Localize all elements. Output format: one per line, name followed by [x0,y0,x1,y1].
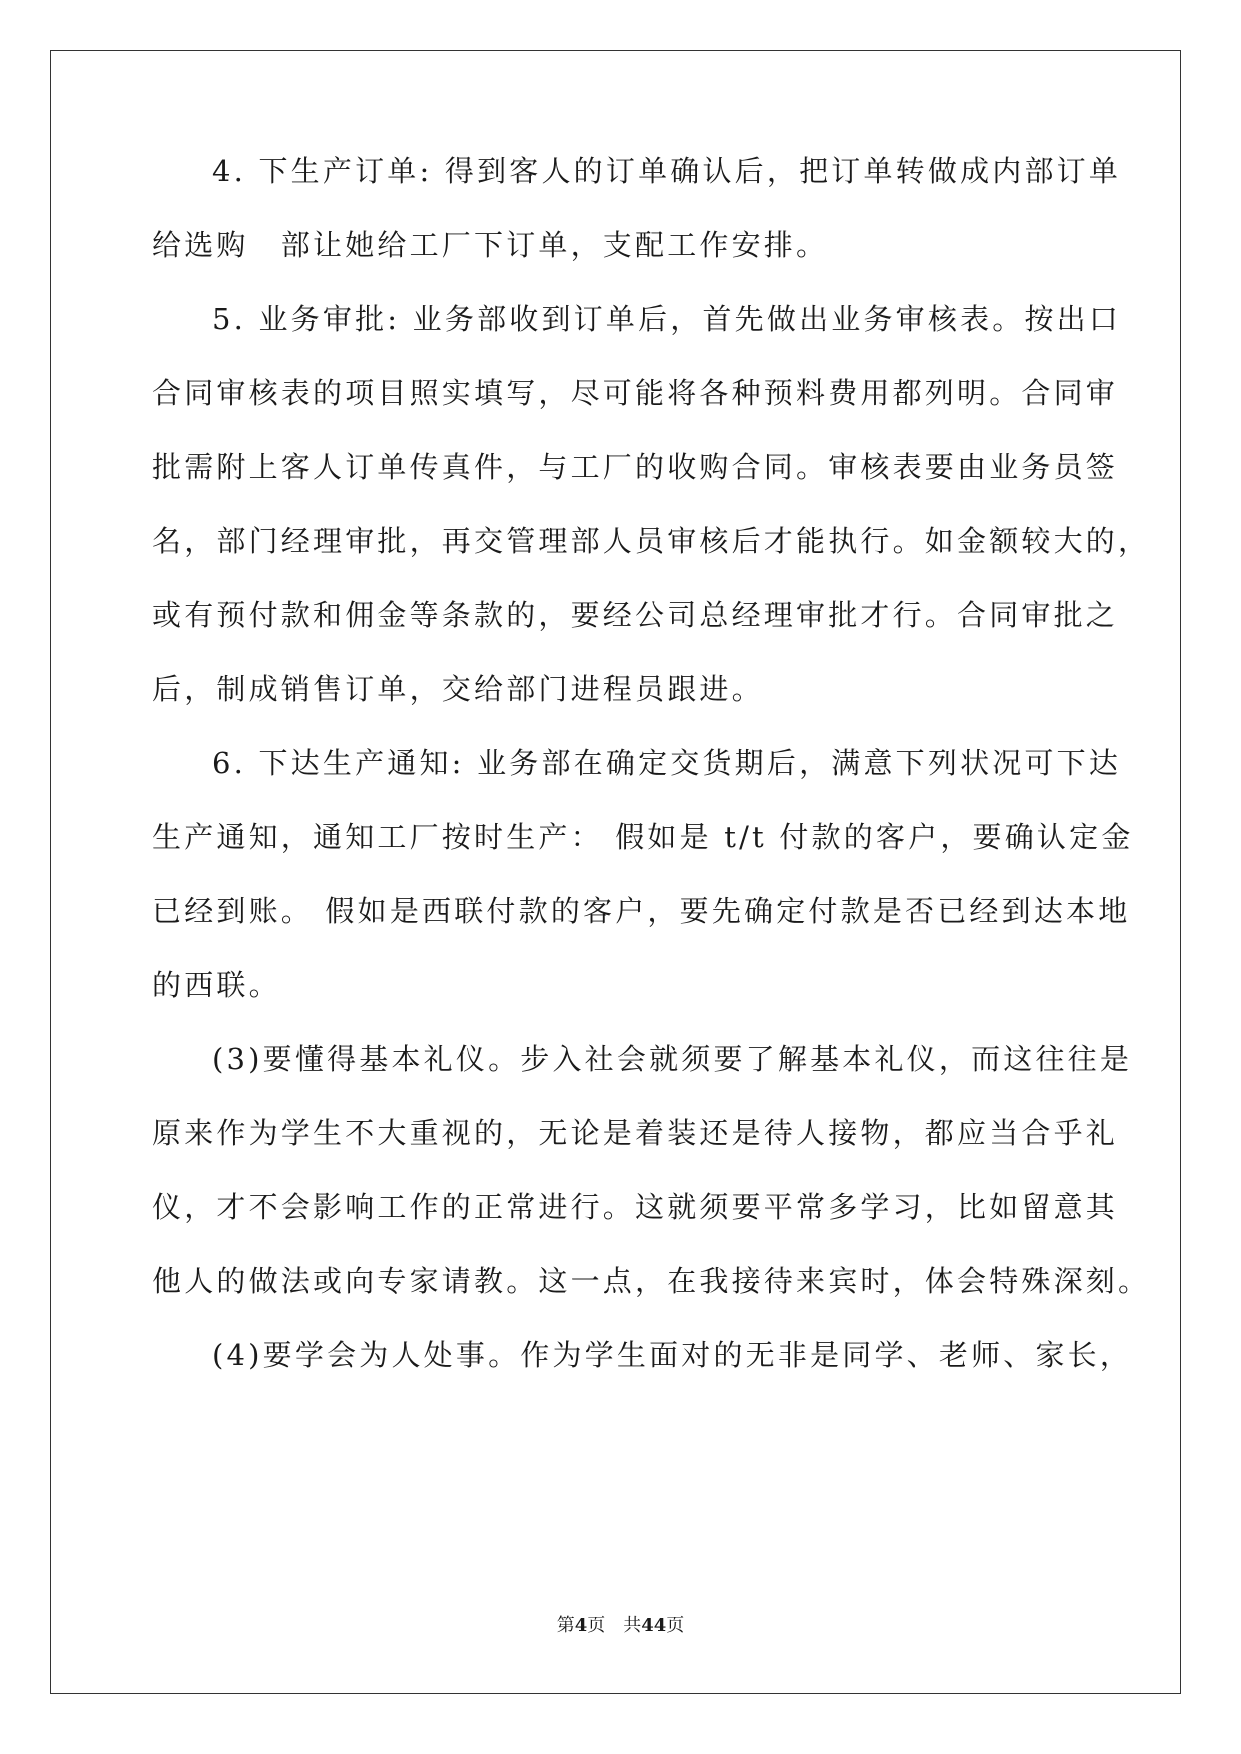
page-border [50,50,1181,1694]
paragraph-line: 他人的做法或向专家请教。这一点，在我接待来宾时，体会特殊深刻。 [152,1264,1151,1298]
paragraph-line: 仪，才不会影响工作的正常进行。这就须要平常多学习，比如留意其 [152,1190,1119,1224]
paragraph-line: 4. 下生产订单: 得到客人的订单确认后，把订单转做成内部订单 [212,154,1122,188]
paragraph-line: 已经到账。 假如是西联付款的客户，要先确定付款是否已经到达本地 [152,894,1131,928]
paragraph-line: (4)要学会为人处事。作为学生面对的无非是同学、老师、家长， [212,1338,1133,1372]
paragraph-line: 名，部门经理审批，再交管理部人员审核后才能执行。如金额较大的， [152,524,1151,558]
paragraph-line: 6. 下达生产通知: 业务部在确定交货期后，满意下列状况可下达 [212,746,1122,780]
paragraph-line: 合同审核表的项目照实填写，尽可能将各种预料费用都列明。合同审 [152,376,1119,410]
footer-total-pages: 44 [641,1615,667,1636]
footer-middle: 页 共 [587,1615,642,1636]
paragraph-line: 后，制成销售订单，交给部门进程员跟进。 [152,672,764,706]
paragraph-line: 原来作为学生不大重视的，无论是着装还是待人接物，都应当合乎礼 [152,1116,1119,1150]
page-footer [0,1614,1241,1638]
footer-prefix: 第 [556,1615,575,1636]
paragraph-line: 5. 业务审批: 业务部收到订单后，首先做出业务审核表。按出口 [212,302,1122,336]
paragraph-line: 生产通知，通知工厂按时生产： 假如是 t/t 付款的客户，要确认定金 [152,820,1134,854]
paragraph-line: 批需附上客人订单传真件，与工厂的收购合同。审核表要由业务员签 [152,450,1119,484]
footer-page-number: 4 [574,1615,588,1636]
paragraph-line: (3)要懂得基本礼仪。步入社会就须要了解基本礼仪，而这往往是 [212,1042,1133,1076]
paragraph-line: 给选购 部让她给工厂下订单，支配工作安排。 [152,228,829,262]
footer-suffix: 页 [666,1615,685,1636]
paragraph-line: 或有预付款和佣金等条款的，要经公司总经理审批才行。合同审批之 [152,598,1119,632]
paragraph-line: 的西联。 [152,968,281,1002]
